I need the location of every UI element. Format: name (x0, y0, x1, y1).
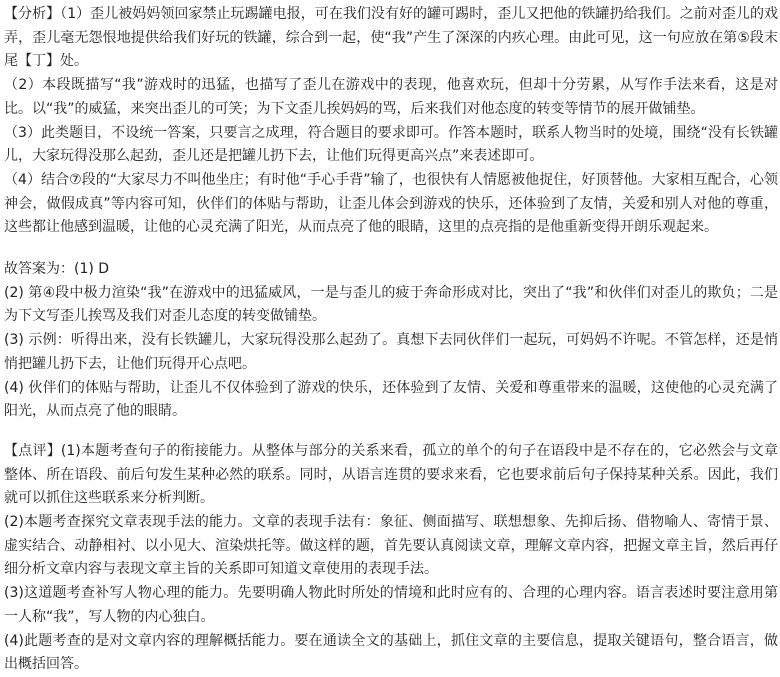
comment-part-3: (3)这道题考查补写人物心理的能力。先要明确人物此时所处的情境和此时应有的、合理的心理内容。语言表述时要注意用第一人称“我”，写人物的内心独白。 (4, 585, 778, 625)
analysis-part-2: （2）本段既描写“我”游戏时的迅猛，也描写了歪儿在游戏中的表现，他喜欢玩，但却十分劳累，从写作手法来看，这是对比。以“我”的威猛，来突出歪儿的可笑；为下文歪儿挨妈妈的骂，后来我们对他态度的转变等情节的展开做铺垫。 (4, 77, 778, 117)
answer-part-2: (2) 第④段中极力渲染“我”在游戏中的迅猛威风，一是与歪儿的疲于奔命形成对比，突出了“我”和伙伴们对歪儿的欺负；二是为下文写歪儿挨骂及我们对歪儿态度的转变做铺垫。 (4, 284, 778, 325)
comment-part-1: 【点评】(1)本题考查句子的衔接能力。从整体与部分的关系来看，孤立的单个的句子在语段中是不存在的，它必然会与文章整体、所在语段、前后句发生某种必然的联系。同时，从语言连贯的要求来看，它也要求前后句子保持某种关系。因此，我们就可以抓住这些联系来分析判断。 (4, 442, 778, 507)
analysis-part-3: （3）此类题目，不设统一答案，只要言之成理，符合题目的要求即可。作答本题时，联系人物当时的处境，围绕“没有长铁罐儿，大家玩得没那么起劲，歪儿还是把罐儿扔下去，让他们玩得更高兴点”来表述即可。 (4, 124, 778, 165)
analysis-section (4, 3, 778, 240)
answer-part-3: (3) 示例：听得出来，没有长铁罐儿，大家玩得没那么起劲了。真想下去同伙伴们一起玩，可妈妈不许呢。不管怎样，还是悄悄把罐儿扔下去，让他们玩得开心点吧。 (4, 332, 778, 372)
section-spacer (4, 240, 778, 258)
answer-part-4: (4) 伙伴们的体贴与帮助，让歪儿不仅体验到了游戏的快乐，还体验到了友情、关爱和尊重带来的温暖，这使他的心灵充满了阳光，从而点亮了他的眼睛。 (4, 379, 778, 420)
section-spacer (4, 424, 778, 440)
comment-section (4, 440, 778, 677)
comment-part-2: (2)本题考查探究文章表现手法的能力。文章的表现手法有：象征、侧面描写、联想想象、先抑后扬、借物喻人、寄情于景、虚实结合、动静相衬、以小见大、渲染烘托等。做这样的题，首先要认真阅读文章，理解文章内容，把握文章主旨，然后再仔细分析文章内容与表现文章主旨的关系即可知道文章使用的表现手法。 (4, 514, 778, 578)
analysis-part-1: 【分析】（1）歪儿被妈妈领回家禁止玩踢罐电报，可在我们没有好的罐可踢时，歪儿又把他的铁罐扔给我们。之前对歪儿的戏弄，歪儿毫无怨恨地提供给我们好玩的铁罐，综合到一起，使“我”产生了深深的内疚心理。由此可见，这一句应放在第⑤段末尾【丁】处。 (4, 6, 778, 70)
analysis-part-4: （4）结合⑦段的“大家尽力不叫他坐庄；有时他“手心手背”输了，也很快有人情愿被他捉住，好顶替他。大家相互配合，心领神会，做假成真”等内容可知，伙伴们的体贴与帮助，让歪儿体会到游戏的快乐，还体验到了友情，关爱和别人对他的尊重，这些都让他感到温暖，让他的心灵充满了阳光，从而点亮了他的眼睛，这里的点亮指的是他重新变得开朗乐观起来。 (4, 171, 778, 236)
answer-heading: 故答案为：(1) D (4, 261, 110, 278)
answer-section (4, 258, 778, 424)
comment-part-4: (4)此题考查的是对文章内容的理解概括能力。要在通读全文的基础上，抓住文章的主要信息，提取关键语句，整合语言，做出概括回答。 (4, 632, 778, 673)
solution-page (4, 3, 778, 677)
